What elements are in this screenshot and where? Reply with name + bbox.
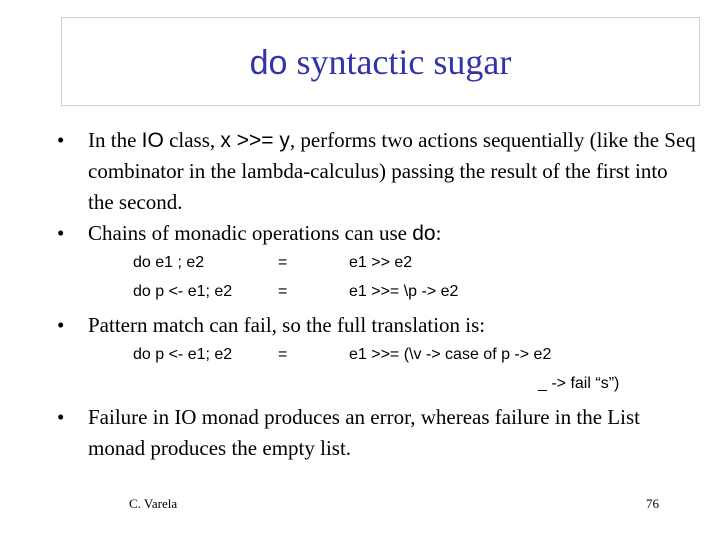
bullet-code-segment: IO (141, 129, 164, 152)
code-line: do e1 ; e2 (133, 254, 205, 271)
bullet-text-segment: class, (163, 128, 221, 152)
code-line: e1 >>= (\v -> case of p -> e2 (349, 346, 552, 363)
bullet-text: Pattern match can fail, so the full translation is: (88, 313, 486, 337)
bullet-dot: • (57, 313, 65, 337)
code-equals: = (278, 254, 288, 271)
title-text: syntactic sugar (287, 41, 512, 82)
title-code-keyword: do (249, 43, 288, 82)
bullet-text-segment: In the (88, 128, 142, 152)
code-line: e1 >>= \p -> e2 (349, 283, 459, 300)
bullet-dot: • (57, 128, 65, 152)
slide-title-box (61, 17, 700, 106)
footer-page-number: 76 (646, 496, 659, 511)
code-line: _ -> fail “s”) (538, 375, 620, 392)
bullet-text (88, 218, 698, 249)
bullet-code-segment: x >>= y (220, 129, 290, 152)
code-line: e1 >> e2 (349, 254, 413, 271)
code-equals: = (278, 346, 288, 363)
bullet-text: Failure in IO monad produces an error, whereas failure in the List monad produces the empty list. (88, 405, 640, 460)
bullet-dot: • (57, 405, 65, 429)
bullet-code-segment: do (412, 222, 436, 245)
footer-author: C. Varela (129, 496, 178, 511)
bullet-text (88, 125, 698, 218)
bullet-dot: • (57, 221, 65, 245)
code-equals: = (278, 283, 288, 300)
code-line: do p <- e1; e2 (133, 346, 233, 363)
bullet-text-segment: : (435, 221, 442, 245)
bullet-text-segment: Chains of monadic operations can use (88, 221, 413, 245)
bullet-text-segment: , performs two actions sequentially (like the Seq combinator in the lambda-calculus) passing the result of the first into the second. (88, 128, 696, 214)
slide-title (249, 41, 512, 82)
code-line: do p <- e1; e2 (133, 283, 233, 300)
